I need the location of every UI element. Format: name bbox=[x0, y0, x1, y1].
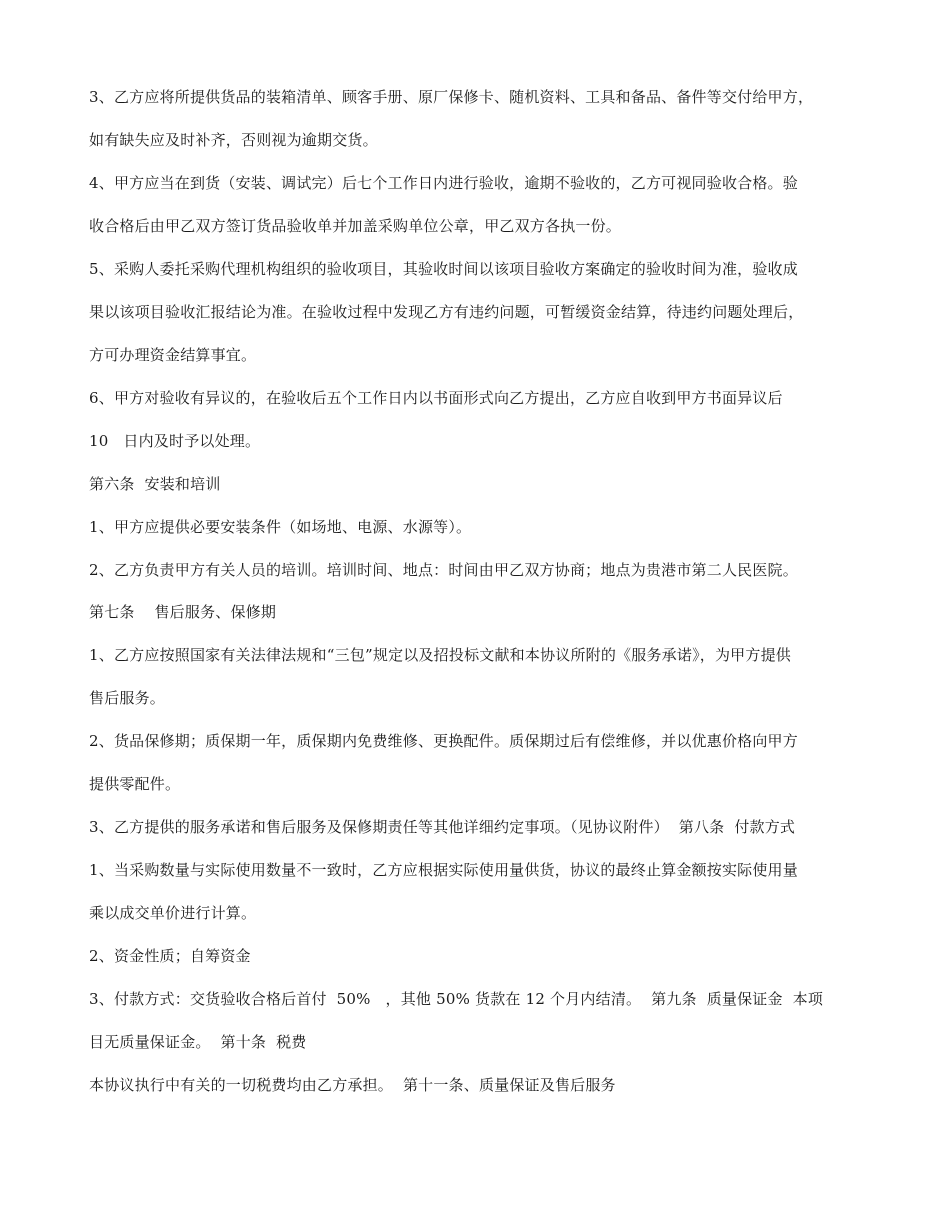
clause-5-3-line-2: 如有缺失应及时补齐，否则视为逾期交货。 bbox=[89, 131, 378, 149]
clause-8-2: 2、资金性质；自筹资金 bbox=[89, 947, 251, 965]
clause-8-3-line-1: 3、付款方式：交货验收合格后首付 50% ，其他 50% 货款在 12 个月内结清。 第九条 质量保证金 本项 bbox=[89, 990, 824, 1008]
clause-6-2: 2、乙方负责甲方有关人员的培训。培训时间、地点：时间由甲乙双方协商；地点为贵港市第二人民医院。 bbox=[89, 561, 798, 579]
clause-8-1-line-1: 1、当采购数量与实际使用数量不一致时，乙方应根据实际使用量供货，协议的最终止算金额按实际使用量 bbox=[89, 861, 798, 879]
clause-7-2-line-2: 提供零配件。 bbox=[89, 775, 181, 793]
clause-10-11-line: 本协议执行中有关的一切税费均由乙方承担。 第十一条、质量保证及售后服务 bbox=[89, 1076, 616, 1094]
clause-8-1-line-2: 乘以成交单价进行计算。 bbox=[89, 904, 257, 922]
clause-5-3-line-1: 3、乙方应将所提供货品的装箱清单、顾客手册、原厂保修卡、随机资料、工具和备品、备件等交付给甲方， bbox=[89, 88, 814, 106]
clause-5-5-line-3: 方可办理资金结算事宜。 bbox=[89, 346, 257, 364]
clause-6-1: 1、甲方应提供必要安装条件（如场地、电源、水源等）。 bbox=[89, 518, 472, 536]
clause-5-4-line-1: 4、甲方应当在到货（安装、调试完）后七个工作日内进行验收，逾期不验收的，乙方可视同验收合格。验 bbox=[89, 174, 798, 192]
clause-5-6-line-1: 6、甲方对验收有异议的，在验收后五个工作日内以书面形式向乙方提出，乙方应自收到甲方书面异议后 bbox=[89, 389, 783, 407]
clause-5-4-line-2: 收合格后由甲乙双方签订货品验收单并加盖采购单位公章，甲乙双方各执一份。 bbox=[89, 217, 622, 235]
clause-5-6-line-2: 10 日内及时予以处理。 bbox=[89, 432, 261, 450]
clause-7-2-line-1: 2、货品保修期；质保期一年，质保期内免费维修、更换配件。质保期过后有偿维修，并以优惠价格向甲方 bbox=[89, 732, 798, 750]
clause-7-1-line-2: 售后服务。 bbox=[89, 689, 166, 707]
clause-7-1-line-1: 1、乙方应按照国家有关法律法规和“三包”规定以及招投标文献和本协议所附的《服务承诺》，为甲方提供 bbox=[89, 646, 791, 664]
clause-5-5-line-1: 5、采购人委托采购代理机构组织的验收项目，其验收时间以该项目验收方案确定的验收时间为准，验收成 bbox=[89, 260, 798, 278]
clause-9-10-line: 目无质量保证金。 第十条 税费 bbox=[89, 1033, 307, 1051]
clause-5-5-line-2: 果以该项目验收汇报结论为准。在验收过程中发现乙方有违约问题，可暂缓资金结算，待违约问题处理后， bbox=[89, 303, 804, 321]
article-6-heading: 第六条 安装和培训 bbox=[89, 475, 221, 493]
clause-7-3-line: 3、乙方提供的服务承诺和售后服务及保修期责任等其他详细约定事项。（见协议附件） 第八条 付款方式 bbox=[89, 818, 796, 836]
article-7-heading: 第七条 售后服务、保修期 bbox=[89, 603, 277, 621]
